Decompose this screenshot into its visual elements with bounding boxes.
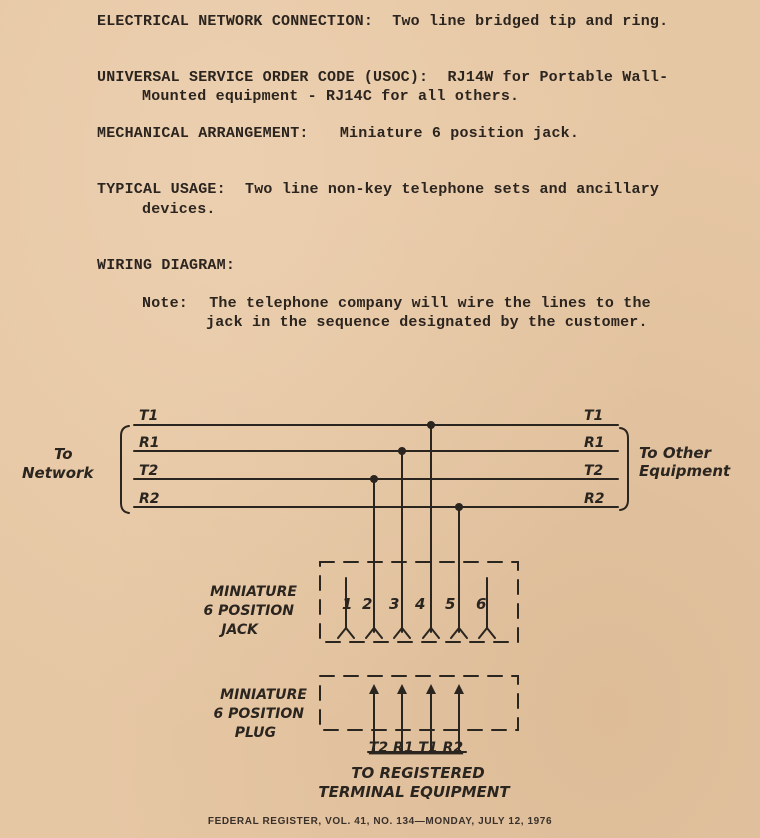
label-right-r2: R2 (584, 491, 605, 507)
terminal-label-2: TERMINAL EQUIPMENT (318, 783, 510, 801)
mechanical-label: MECHANICAL ARRANGEMENT: (97, 125, 309, 142)
plug-label-2: 6 POSITION (213, 706, 304, 722)
usage-label: TYPICAL USAGE: (97, 181, 226, 198)
plug-label-3: PLUG (234, 725, 276, 741)
mechanical-value: Miniature 6 position jack. (339, 125, 580, 142)
junction-t2 (370, 475, 378, 483)
junction-t1 (427, 421, 435, 429)
note-text: The telephone company will wire the lines to the (209, 295, 651, 312)
electrical-connection-label: ELECTRICAL NETWORK CONNECTION: (97, 13, 374, 30)
label-left-t2: T2 (139, 463, 159, 479)
label-right-t2: T2 (584, 463, 604, 479)
to-network-label-2: Network (22, 464, 94, 482)
right-brace (620, 428, 628, 510)
note-text-cont: jack in the sequence designated by the customer. (206, 314, 648, 331)
label-left-r2: R2 (139, 491, 160, 507)
jack-position-4: 4 (415, 595, 426, 613)
label-left-r1: R1 (139, 435, 160, 451)
plug-pin-labels: T2 R1 T1 R2 (368, 740, 464, 756)
usage-value-cont: devices. (142, 201, 216, 218)
label-right-r1: R1 (584, 435, 605, 451)
jack-label-1: MINIATURE (210, 584, 297, 600)
terminal-label-1: TO REGISTERED (351, 764, 485, 782)
usoc-label: UNIVERSAL SERVICE ORDER CODE (USOC): (97, 69, 429, 86)
federal-register-footer: FEDERAL REGISTER, VOL. 41, NO. 134—MONDAY, JULY 12, 1976 (207, 816, 553, 827)
plug-box (320, 676, 518, 730)
wiring-diagram-heading: WIRING DIAGRAM: (97, 257, 236, 274)
plug-label-1: MINIATURE (220, 687, 307, 703)
to-other-equipment-label-1: To Other (639, 444, 711, 462)
usage-value: Two line non-key telephone sets and ancillary (245, 181, 660, 198)
jack-position-3: 3 (389, 595, 400, 613)
jack-label-2: 6 POSITION (203, 603, 294, 619)
label-left-t1: T1 (139, 408, 159, 424)
usoc-value-cont: Mounted equipment - RJ14C for all others. (142, 88, 520, 105)
to-other-equipment-label-2: Equipment (639, 462, 731, 480)
to-network-label-1: To (54, 445, 73, 463)
jack-position-6: 6 (476, 595, 487, 613)
jack-position-2: 2 (362, 595, 373, 613)
usoc-value: RJ14W for Portable Wall- (447, 69, 669, 86)
jack-position-5: 5 (445, 595, 456, 613)
junction-r2 (455, 503, 463, 511)
electrical-connection-value: Two line bridged tip and ring. (392, 13, 669, 30)
left-brace (121, 426, 129, 513)
note-label: Note: (142, 295, 189, 312)
junction-r1 (398, 447, 406, 455)
jack-label-3: JACK (221, 622, 258, 638)
label-right-t1: T1 (584, 408, 604, 424)
jack-position-1: 1 (342, 595, 353, 613)
